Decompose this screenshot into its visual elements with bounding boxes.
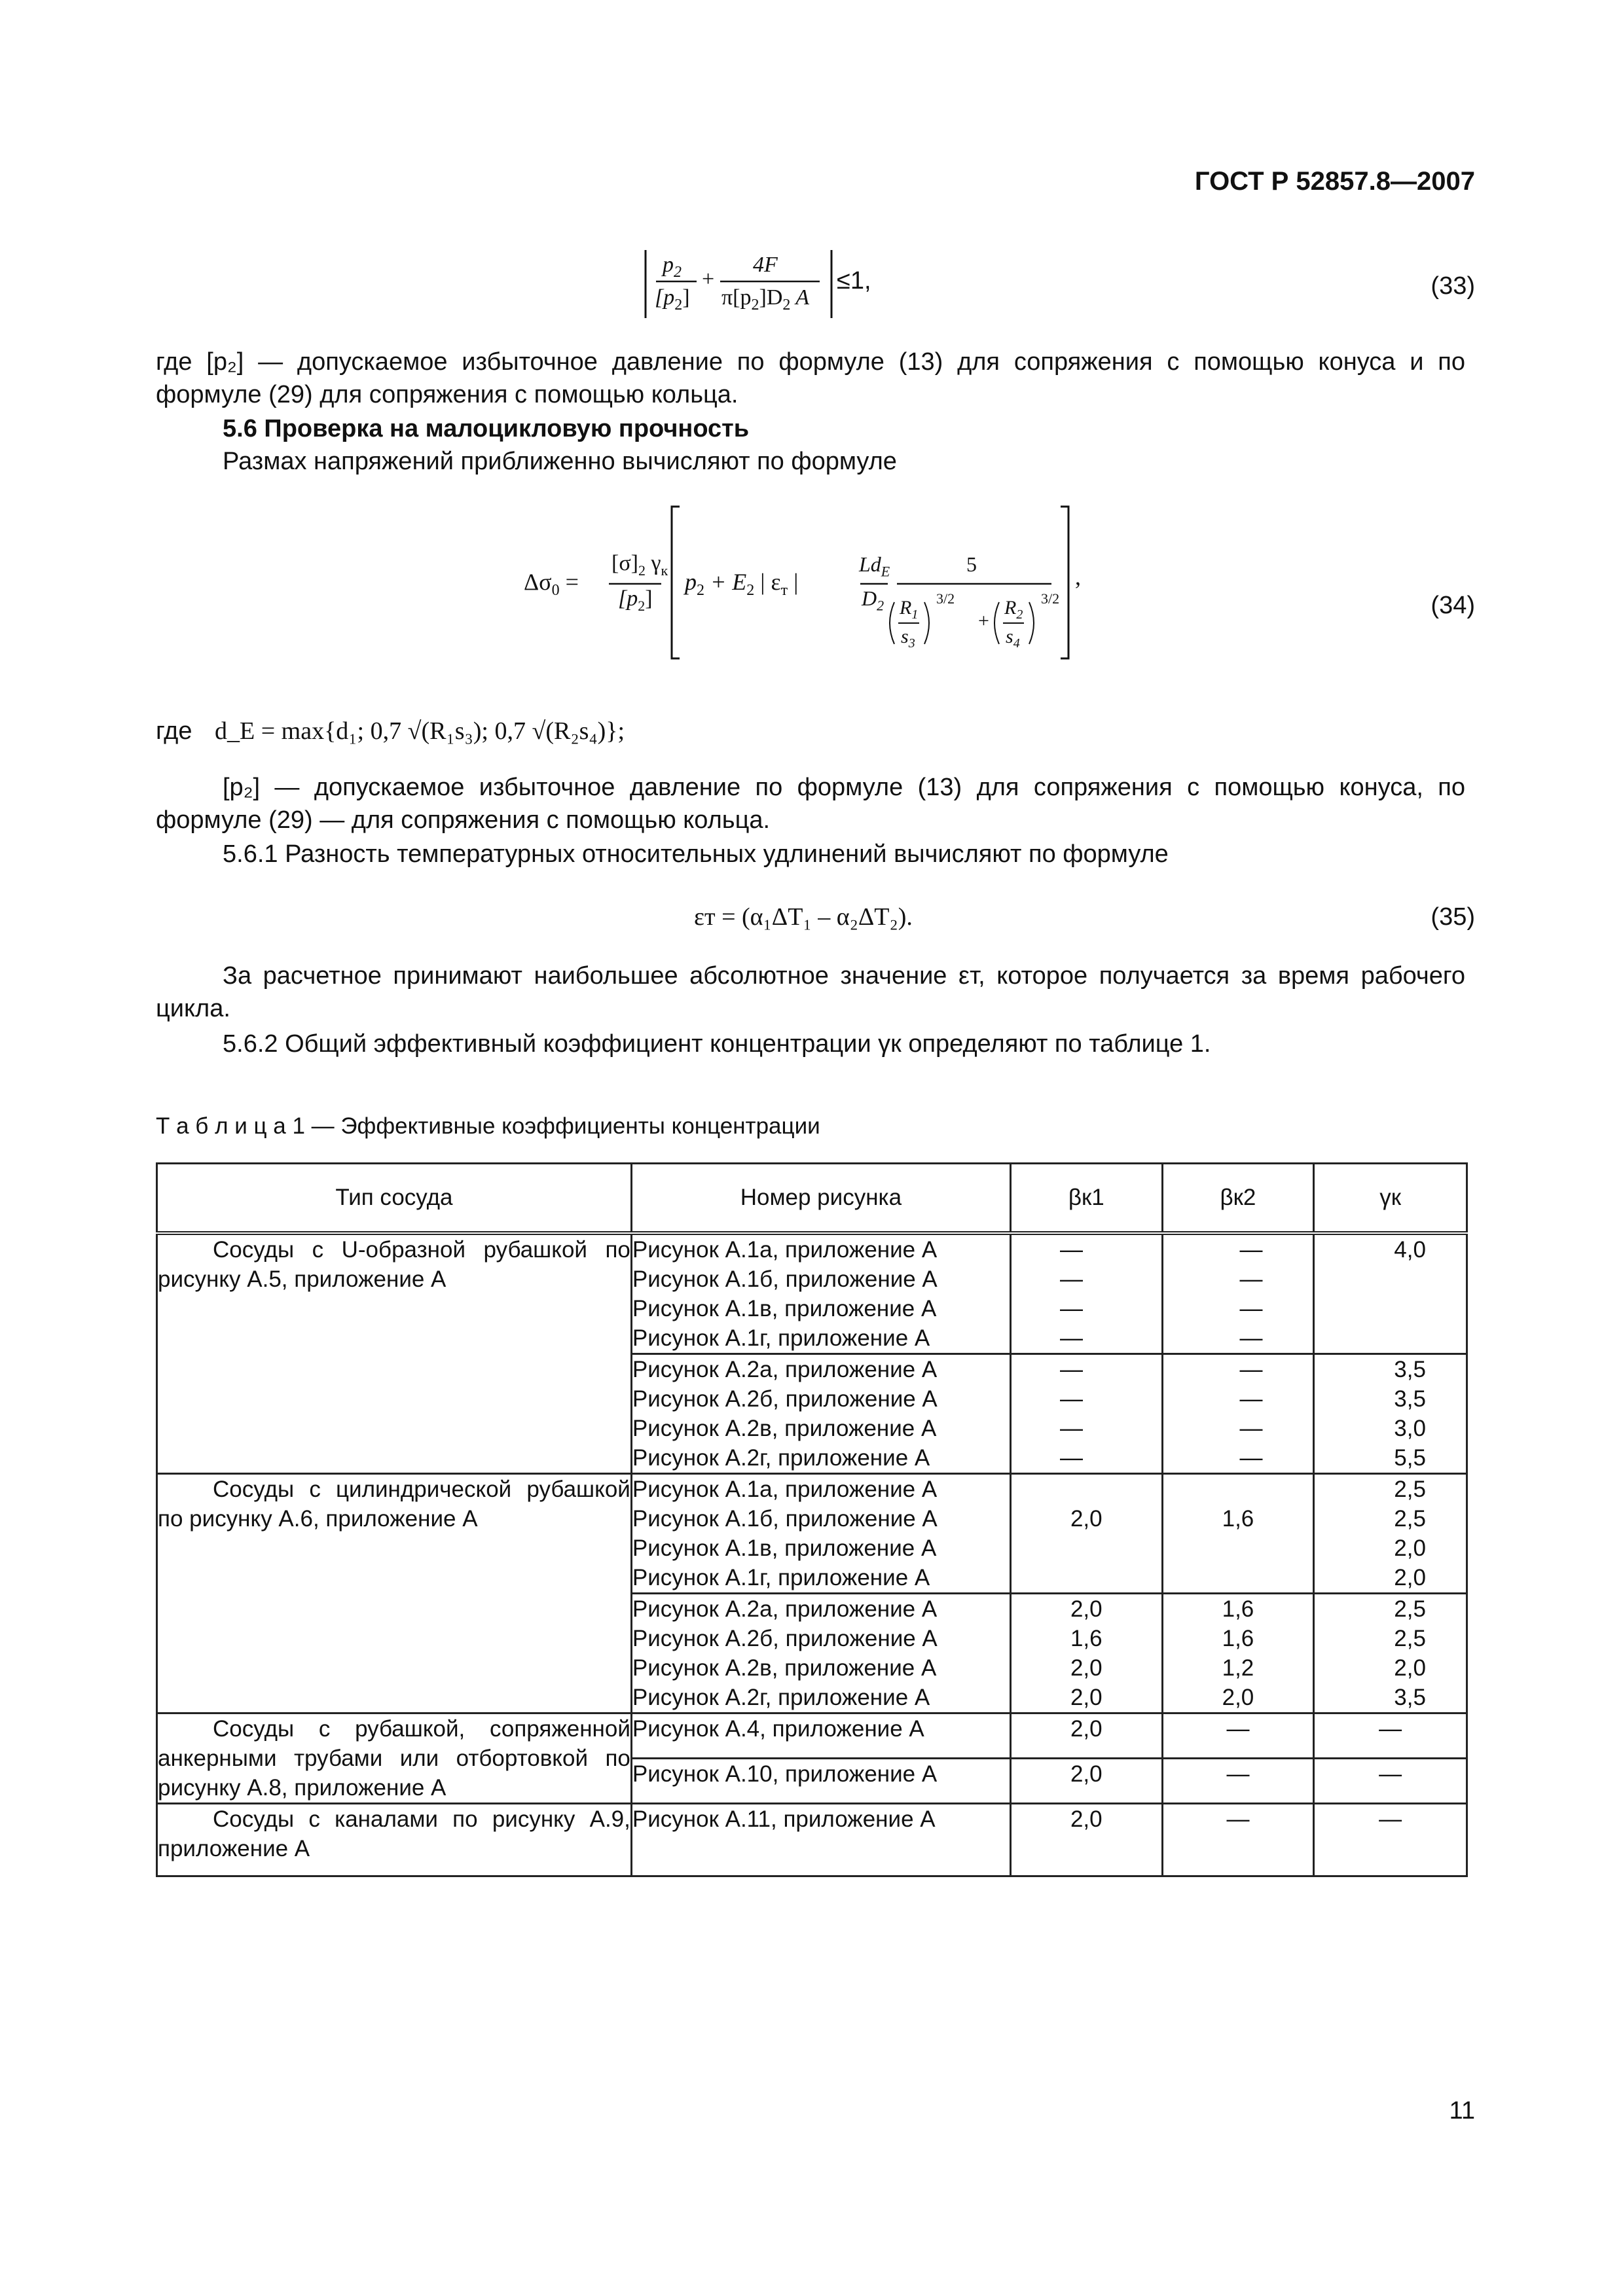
table-1 [156, 1162, 1468, 1877]
beta-k2-cell: — [1162, 1759, 1314, 1804]
equation-33 [642, 247, 917, 321]
beta-k2-cell: 1,6 [1162, 1474, 1314, 1594]
eq33-den-p2: $[p_2]$ [655, 285, 690, 314]
header-gamma-k: γк [1314, 1164, 1467, 1234]
eq34-s4: $s_4$ [1006, 626, 1020, 651]
eq34-s3: $s_3$ [901, 626, 915, 651]
eq34-pow1: 3/2 [936, 590, 955, 607]
eq34-d2: $D_2$ [862, 586, 884, 614]
beta-k2-cell: — — — — [1162, 1354, 1314, 1474]
equation-33-label: (33) [1431, 272, 1475, 300]
gamma-k-cell: 4,0 [1314, 1233, 1467, 1354]
eq33-le1: ≤1, [837, 267, 871, 295]
vessel-type-u-jacket: Сосуды с U-образной рубашкой по рисунку А.5, приложение А [157, 1233, 632, 1474]
table-row [157, 1474, 1467, 1594]
equation-34-brackets [524, 504, 1113, 668]
de-definition-expr: d_E = max{d₁; 0,7 √(R₁s₃); 0,7 √(R₂s₄)}; [215, 717, 625, 745]
eq34-comma: , [1075, 564, 1081, 590]
beta-k1-cell: 2,0 [1010, 1474, 1162, 1594]
eq33-plus: + [702, 267, 715, 291]
vessel-type-channels: Сосуды с каналами по рисунку А.9, приложение А [157, 1804, 632, 1876]
eq34-plus: + [978, 610, 989, 632]
equation-35: εт = (α₁ΔT₁ – α₂ΔT₂). [694, 903, 913, 931]
page-number: 11 [1449, 2097, 1475, 2125]
paragraph-eps-max: За расчетное принимают наибольшее абсолютное значение εт, которое получается за время рабочего цикла. [156, 962, 1465, 1022]
figure-cell: Рисунок А.1а, приложение А Рисунок А.1б, приложение А Рисунок А.1в, приложение А Рисунок А.1г, приложение А [631, 1233, 1010, 1354]
table-1-caption: Т а б л и ц а 1 — Эффективные коэффициенты концентрации [156, 1113, 820, 1139]
figure-cell: Рисунок А.2а, приложение А Рисунок А.2б, приложение А Рисунок А.2в, приложение А Рисунок А.2г, приложение А [631, 1354, 1010, 1474]
eq34-r1: $R_1$ [900, 597, 919, 622]
figure-cell: Рисунок А.11, приложение А [631, 1804, 1010, 1876]
gamma-k-cell: — [1314, 1759, 1467, 1804]
beta-k1-cell: 2,0 [1010, 1759, 1162, 1804]
header-beta-k1: βк1 [1010, 1164, 1162, 1234]
beta-k1-cell: 2,0 1,6 2,0 2,0 [1010, 1594, 1162, 1713]
figure-cell: Рисунок А.1а, приложение А Рисунок А.1б, приложение А Рисунок А.1в, приложение А Рисунок А.1г, приложение А [631, 1474, 1010, 1594]
paragraph-p2-repeat: [p₂] — допускаемое избыточное давление по формуле (13) для сопряжения с помощью конуса, по формуле (29) — для сопряжения с помощью кольца. [156, 774, 1465, 834]
eq34-terms: $p_2 + E_2$ | $\varepsilon_т$ | [685, 569, 799, 600]
document-id: ГОСТ Р 52857.8—2007 [1194, 167, 1475, 196]
eq33-den: $\pi[p_2]D_2$ A [721, 285, 810, 314]
equation-34 [524, 504, 1113, 668]
beta-k2-cell: — — — — [1162, 1233, 1314, 1354]
beta-k1-cell: — — — — [1010, 1354, 1162, 1474]
gamma-k-cell: 2,5 2,5 2,0 3,5 [1314, 1594, 1467, 1713]
eq34-r2: $R_2$ [1004, 597, 1023, 622]
vessel-type-anchor-tubes: Сосуды с рубашкой, сопряженной анкерными трубами или отбортовкой по рисунку А.8, приложение А [157, 1713, 632, 1804]
eq34-five: 5 [966, 552, 977, 576]
beta-k2-cell: 1,6 1,6 1,2 2,0 [1162, 1594, 1314, 1713]
table-header-row [157, 1164, 1467, 1234]
figure-cell: Рисунок А.4, приложение А [631, 1713, 1010, 1759]
vessel-type-cylindrical-jacket: Сосуды с цилиндрической рубашкой по рисунку А.6, приложение А [157, 1474, 632, 1713]
beta-k2-cell: — [1162, 1804, 1314, 1876]
table-row [157, 1233, 1467, 1354]
section-5-6-2: 5.6.2 Общий эффективный коэффициент концентрации γк определяют по таблице 1. [223, 1030, 1211, 1058]
beta-k2-cell: — [1162, 1713, 1314, 1759]
table-row [157, 1804, 1467, 1876]
eq33-4f: 4F [753, 253, 778, 277]
eq34-denominator: $[p_2]$ [618, 586, 653, 614]
figure-cell: Рисунок А.10, приложение А [631, 1759, 1010, 1804]
section-5-6-title: 5.6 Проверка на малоцикловую прочность [223, 415, 750, 442]
gamma-k-cell: — [1314, 1713, 1467, 1759]
header-beta-k2: βк2 [1162, 1164, 1314, 1234]
equation-35-label: (35) [1431, 903, 1475, 931]
header-figure-number: Номер рисунка [631, 1164, 1010, 1234]
section-5-6-intro: Размах напряжений приближенно вычисляют по формуле [223, 448, 897, 475]
section-5-6-1: 5.6.1 Разность температурных относительных удлинений вычисляют по формуле [223, 840, 1169, 868]
eq34-pow2: 3/2 [1041, 590, 1060, 607]
eq34-lde: $Ld_E$ [859, 552, 890, 580]
eq34-lhs: $\Delta\sigma_0$ = [524, 569, 579, 600]
de-definition-gde: где [156, 717, 192, 745]
gamma-k-cell: 3,5 3,5 3,0 5,5 [1314, 1354, 1467, 1474]
figure-cell: Рисунок А.2а, приложение А Рисунок А.2б, приложение А Рисунок А.2в, приложение А Рисунок А.2г, приложение А [631, 1594, 1010, 1713]
header-vessel-type: Тип сосуда [157, 1164, 632, 1234]
beta-k1-cell: 2,0 [1010, 1804, 1162, 1876]
table-row [157, 1713, 1467, 1759]
paragraph-p2-definition: где [p₂] — допускаемое избыточное давление по формуле (13) для сопряжения с помощью конуса и по формуле (29) для сопряжения с помощью кольца. [156, 348, 1465, 408]
eq34-numerator: $[\sigma]_2$ $\gamma_к$ [611, 551, 668, 579]
beta-k1-cell: 2,0 [1010, 1713, 1162, 1759]
eq33-num-p2: $p_2$ [663, 253, 682, 281]
gamma-k-cell: 2,5 2,5 2,0 2,0 [1314, 1474, 1467, 1594]
equation-34-label: (34) [1431, 592, 1475, 619]
beta-k1-cell: — — — — [1010, 1233, 1162, 1354]
gamma-k-cell: — [1314, 1804, 1467, 1876]
